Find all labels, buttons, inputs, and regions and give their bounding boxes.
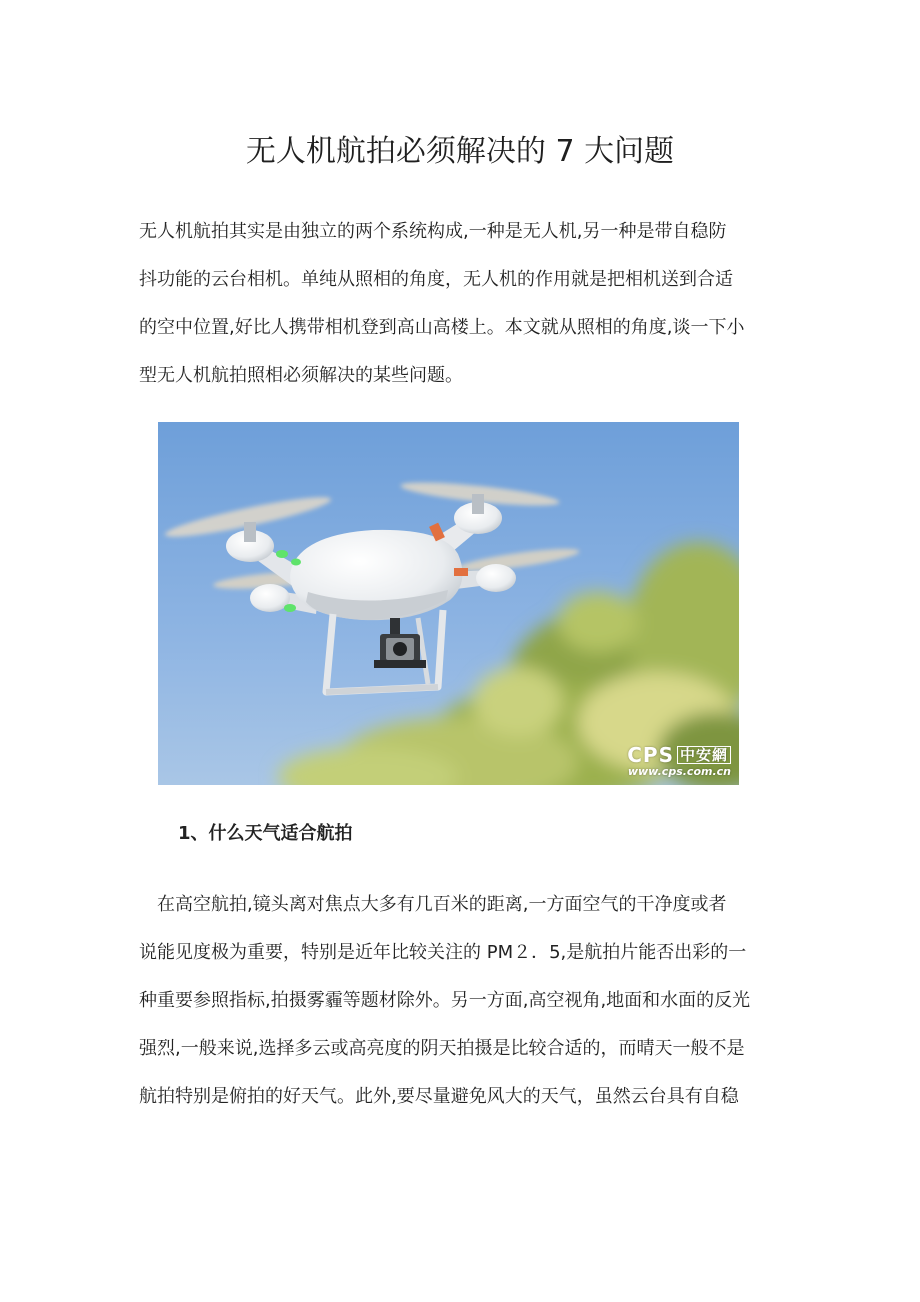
section-line: 种重要参照指标,拍摄雾霾等题材除外。另一方面,高空视角,地面和水面的反光 xyxy=(139,990,751,1011)
section-line: 强烈,一般来说,选择多云或高亮度的阴天拍摄是比较合适的，而晴天一般不是 xyxy=(139,1038,745,1059)
watermark-cn: 中安網 xyxy=(677,746,731,764)
image-watermark xyxy=(627,745,731,779)
intro-line: 型无人机航拍照相必须解决的某些问题。 xyxy=(139,365,463,386)
section-paragraph xyxy=(139,881,763,1121)
section-line: 说能见度极为重要，特别是近年比较关注的 PM２．5,是航拍片能否出彩的一 xyxy=(139,942,747,963)
watermark-url: www.cps.com.cn xyxy=(627,765,731,778)
section-line: 在高空航拍,镜头离对焦点大多有几百米的距离,一方面空气的干净度或者 xyxy=(139,894,727,915)
intro-line: 无人机航拍其实是由独立的两个系统构成,一种是无人机,另一种是带自稳防 xyxy=(139,221,727,242)
document-title: 无人机航拍必须解决的 7 大问题 xyxy=(245,134,675,169)
section-line: 航拍特别是俯拍的好天气。此外,要尽量避免风大的天气，虽然云台具有自稳 xyxy=(139,1086,739,1107)
drone-illustration xyxy=(158,422,739,785)
section-heading: 1、什么天气适合航拍 xyxy=(178,823,353,844)
intro-line: 的空中位置,好比人携带相机登到高山高楼上。本文就从照相的角度,谈一下小 xyxy=(139,317,745,338)
drone-photo xyxy=(158,422,739,785)
watermark-brand: CPS xyxy=(627,743,674,767)
intro-line: 抖功能的云台相机。单纯从照相的角度，无人机的作用就是把相机送到合适 xyxy=(139,269,733,290)
intro-paragraph xyxy=(139,208,763,400)
